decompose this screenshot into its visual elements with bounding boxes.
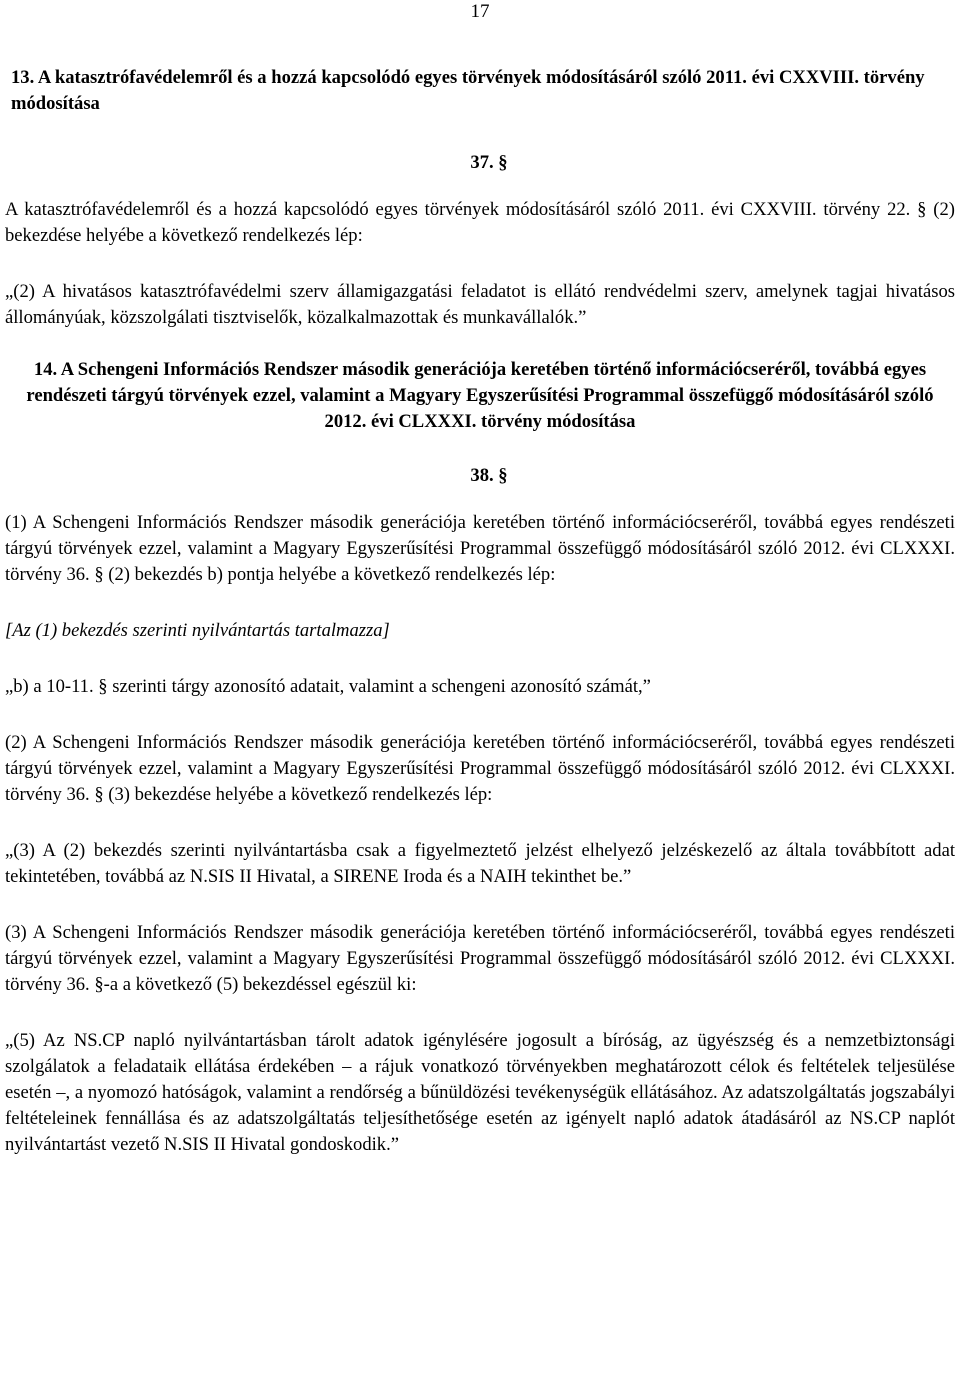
section-37-quoted-text: „(2) A hivatásos katasztrófavédelmi szerv államigazgatási feladatot is ellátó rendvédelmi szerv, amelynek tagjai hivatásos állományúak, közszolgálati tisztviselők, közalkalmazottak és munkavállalók.” (5, 281, 955, 328)
section-37-intro: A katasztrófavédelemről és a hozzá kapcsolódó egyes törvények módosításáról szóló 2011. évi CXXVIII. törvény 22. § (2) bekezdése helyébe a következő rendelkezés lép: (5, 199, 955, 246)
section-38-paragraph-2: (2) A Schengeni Információs Rendszer második generációja keretében történő információcseréről, továbbá egyes rendészeti tárgyú törvények ezzel, valamint a Magyary Egyszerűsítési Programmal összefüggő módosításáról szóló 2012. évi CLXXXI. törvény 36. § (3) bekezdése helyébe a következő rendelkezés lép: (5, 732, 955, 805)
section-38-paragraph-3: (3) A Schengeni Információs Rendszer második generációja keretében történő információcseréről, továbbá egyes rendészeti tárgyú törvények ezzel, valamint a Magyary Egyszerűsítési Programmal összefüggő módosításáról szóló 2012. évi CLXXXI. törvény 36. §-a a következő (5) bekezdéssel egészül ki: (5, 922, 955, 995)
section-38-bracket-note: [Az (1) bekezdés szerinti nyilvántartás tartalmazza] (5, 620, 390, 641)
page-number: 17 (470, 1, 490, 22)
section-37-number: 37. § (470, 152, 508, 173)
document-body (5, 65, 955, 1158)
section-38-paragraph-3-quote: „(5) Az NS.CP napló nyilvántartásban tárolt adatok igénylésére jogosult a bíróság, az ügyészség és a nemzetbiztonsági szolgálatok a feladataik ellátása érdekében – a rájuk vonatkozó törvényekben meghatározott célok és feltételek teljesülése esetén –, a nyomozó hatóságok, valamint a rendőrség a bűnüldözési tevékenységük ellátásához. Az adatszolgáltatás jogszabályi feltételeinek fennállása és az adatszolgáltatás teljesíthetősége esetén az igényelt napló adatok átadásáról az NS.CP naplót nyilvántartást vezető N.SIS II Hivatal gondoskodik.” (5, 1030, 955, 1155)
section-38-paragraph-1: (1) A Schengeni Információs Rendszer második generációja keretében történő információcseréről, továbbá egyes rendészeti tárgyú törvények ezzel, valamint a Magyary Egyszerűsítési Programmal összefüggő módosításáról szóló 2012. évi CLXXXI. törvény 36. § (2) bekezdés b) pontja helyébe a következő rendelkezés lép: (5, 512, 955, 585)
section-38-paragraph-1-quote: „b) a 10-11. § szerinti tárgy azonosító adatait, valamint a schengeni azonosító számát,” (5, 676, 651, 697)
section-38-paragraph-2-quote: „(3) A (2) bekezdés szerinti nyilvántartásba csak a figyelmeztető jelzést elhelyező jelzéskezelő az általa továbbított adat tekintetében, továbbá az N.SIS II Hivatal, a SIRENE Iroda és a NAIH tekinthet be.” (5, 840, 955, 887)
section-38-number: 38. § (470, 465, 508, 486)
chapter-13-heading: 13. A katasztrófavédelemről és a hozzá kapcsolódó egyes törvények módosításáról szóló 2011. évi CXXVIII. törvény módosítása (11, 67, 925, 114)
chapter-14-heading: 14. A Schengeni Információs Rendszer második generációja keretében történő információcseréről, továbbá egyes rendészeti tárgyú törvények ezzel, valamint a Magyary Egyszerűsítési Programmal összefüggő módosításáról szóló 2012. évi CLXXXI. törvény módosítása (26, 359, 934, 432)
